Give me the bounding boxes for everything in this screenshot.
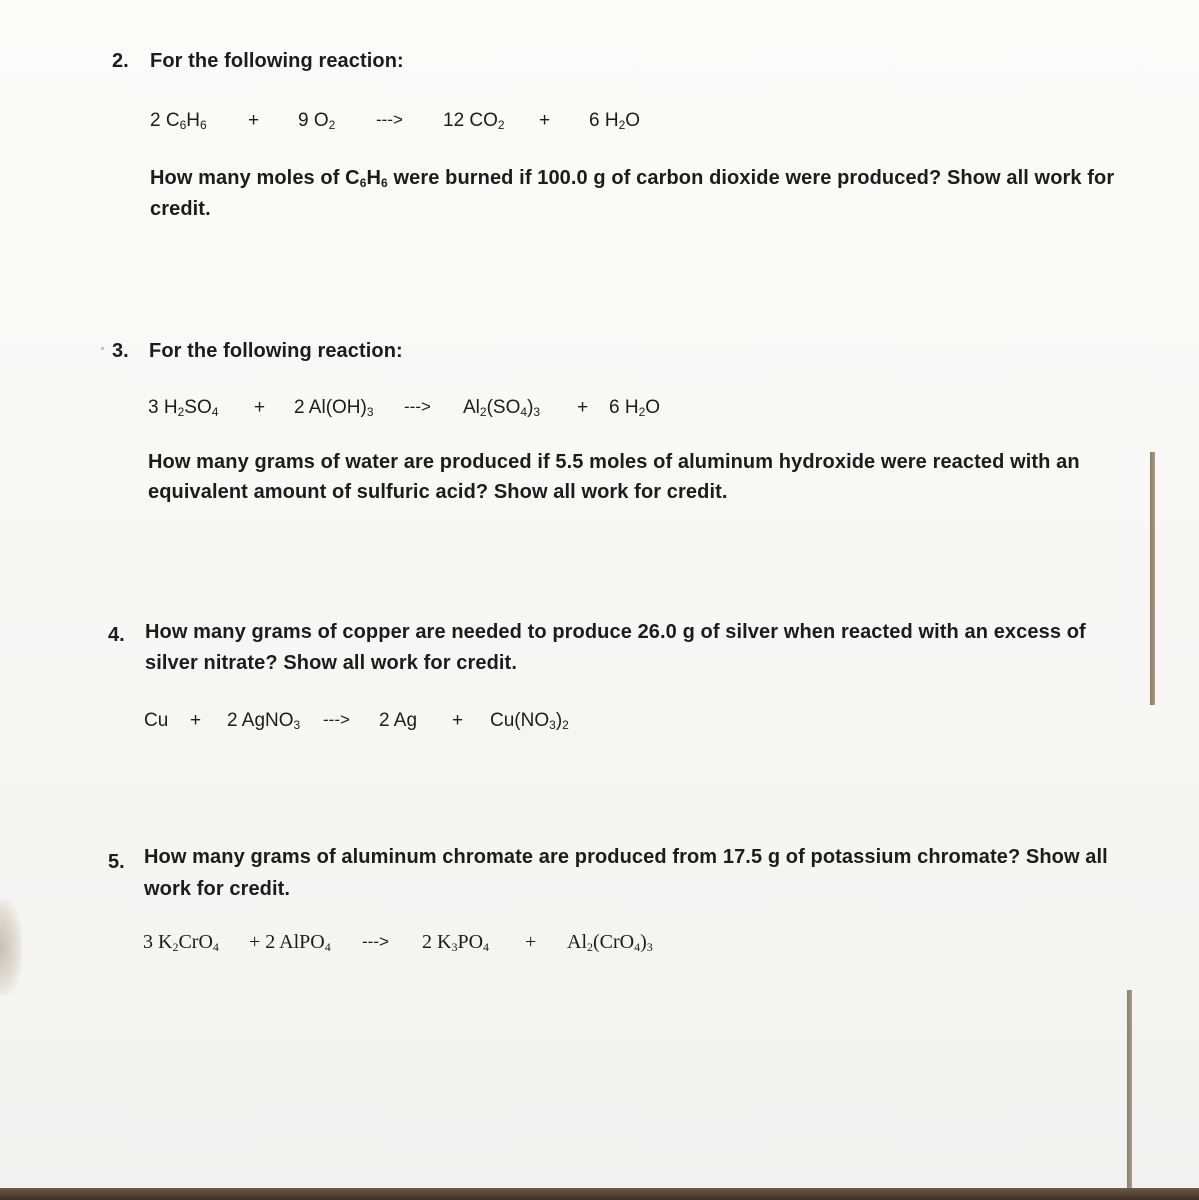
reaction-equation-term: 2 Ag [379, 710, 418, 731]
equation-term: CrO [178, 931, 213, 953]
reaction-arrow: ---> [404, 397, 431, 416]
reaction-equation [150, 110, 207, 132]
equation-subscript: 2 [587, 940, 593, 954]
equation-subscript: 2 [177, 405, 185, 419]
question-text-line2: credit. [150, 198, 211, 220]
right-edge-shadow-upper [1150, 452, 1155, 705]
equation-subscript: 2 [172, 940, 179, 954]
equation-subscript: 3 [646, 940, 653, 954]
equation-plus: + [190, 710, 202, 731]
equation-term: H [186, 110, 200, 131]
reaction-equation-term [490, 710, 569, 732]
equation-term: 12 CO [443, 110, 498, 131]
equation-term: Al [463, 397, 480, 418]
equation-subscript: 4 [483, 940, 490, 954]
equation-subscript: 3 [366, 405, 374, 419]
reaction-equation-term [294, 397, 374, 419]
equation-term: ) [555, 710, 563, 731]
question-number: 4. [108, 624, 125, 646]
equation-subscript: 6 [200, 118, 207, 132]
question-number: 3. [112, 340, 129, 362]
equation-plus: + [525, 931, 537, 953]
equation-subscript: 3 [451, 940, 458, 954]
equation-subscript: 2 [479, 405, 487, 419]
question-subscript: 6 [381, 176, 388, 190]
equation-subscript: 3 [549, 718, 556, 732]
question-text-part: were burned if 100.0 g of carbon dioxide were produced? Show all work for [387, 167, 1115, 189]
equation-subscript: 2 [562, 718, 569, 732]
right-edge-shadow-lower [1127, 990, 1132, 1188]
question-text-part: How many moles of C [150, 167, 360, 189]
reaction-arrow: ---> [362, 932, 389, 951]
equation-plus: + [577, 397, 589, 418]
equation-term: ) [527, 397, 534, 418]
equation-subscript: 4 [520, 405, 528, 419]
equation-subscript: 2 [638, 405, 646, 419]
equation-term: (SO [486, 397, 521, 418]
equation-subscript: 4 [212, 940, 219, 954]
equation-term: (CrO [593, 931, 635, 953]
question-text-line1: How many grams of aluminum chromate are produced from 17.5 g of potassium chromate? Show all [144, 846, 1108, 868]
reaction-equation-term [463, 397, 540, 419]
question-prompt: For the following reaction: [150, 50, 404, 72]
equation-term: 2 Al(OH) [294, 397, 367, 418]
equation-plus: + [452, 710, 464, 731]
reaction-equation-term: Cu [144, 710, 169, 731]
question-text-line2: equivalent amount of sulfuric acid? Show all work for credit. [148, 481, 728, 503]
equation-subscript: 4 [634, 940, 641, 954]
reaction-equation-term [443, 110, 505, 132]
reaction-equation-term [589, 110, 640, 132]
equation-term: O [625, 110, 641, 131]
question-number: 2. [112, 50, 129, 72]
equation-term: 2 K [422, 931, 452, 953]
equation-subscript: 4 [211, 405, 219, 419]
equation-term: 2 C [150, 110, 180, 131]
equation-subscript: 2 [328, 118, 336, 132]
equation-term: O [645, 397, 661, 418]
question-text [150, 167, 1114, 190]
equation-term: ) [640, 931, 647, 953]
equation-term: + 2 AlPO [249, 931, 325, 953]
question-subscript: 6 [359, 176, 367, 190]
reaction-equation-term [567, 931, 653, 954]
page-bottom-edge [0, 1188, 1199, 1200]
reaction-equation-term [609, 397, 660, 419]
reaction-equation-term [249, 931, 331, 954]
equation-subscript: 2 [497, 118, 505, 132]
equation-subscript: 6 [179, 118, 187, 132]
equation-term: 9 O [298, 110, 329, 131]
equation-term: 6 H [589, 110, 619, 131]
reaction-equation-term [422, 931, 489, 954]
reaction-equation-term [143, 931, 219, 954]
reaction-arrow: ---> [323, 710, 350, 729]
question-number: 5. [108, 851, 125, 873]
left-edge-smudge [0, 900, 22, 995]
question-text-line1: How many grams of copper are needed to produce 26.0 g of silver when reacted with an excess of [145, 621, 1086, 643]
equation-term: 3 K [143, 931, 173, 953]
equation-term: 3 H [148, 397, 178, 418]
equation-plus: + [248, 110, 260, 131]
equation-term: PO [457, 931, 484, 953]
reaction-equation-term [148, 397, 218, 419]
equation-term: 6 H [609, 397, 639, 418]
equation-subscript: 2 [618, 118, 626, 132]
question-text-part: H [366, 167, 382, 189]
equation-term: Cu(NO [490, 710, 550, 731]
question-prompt: For the following reaction: [149, 340, 403, 362]
equation-subscript: 4 [324, 940, 331, 954]
equation-term: Al [567, 931, 587, 953]
question-text-line1: How many grams of water are produced if 5.5 moles of aluminum hydroxide were reacted with an [148, 451, 1080, 473]
equation-term: SO [184, 397, 212, 418]
question-text-line2: work for credit. [144, 878, 291, 900]
equation-subscript: 3 [533, 405, 541, 419]
equation-subscript: 3 [293, 718, 301, 732]
equation-plus: + [254, 397, 266, 418]
reaction-equation-term [227, 710, 300, 732]
reaction-arrow: ---> [376, 110, 403, 129]
equation-plus: + [539, 110, 551, 131]
stray-mark [101, 347, 104, 350]
reaction-equation-term [298, 110, 335, 132]
equation-term: 2 AgNO [227, 710, 294, 731]
question-text-line2: silver nitrate? Show all work for credit. [145, 652, 517, 674]
